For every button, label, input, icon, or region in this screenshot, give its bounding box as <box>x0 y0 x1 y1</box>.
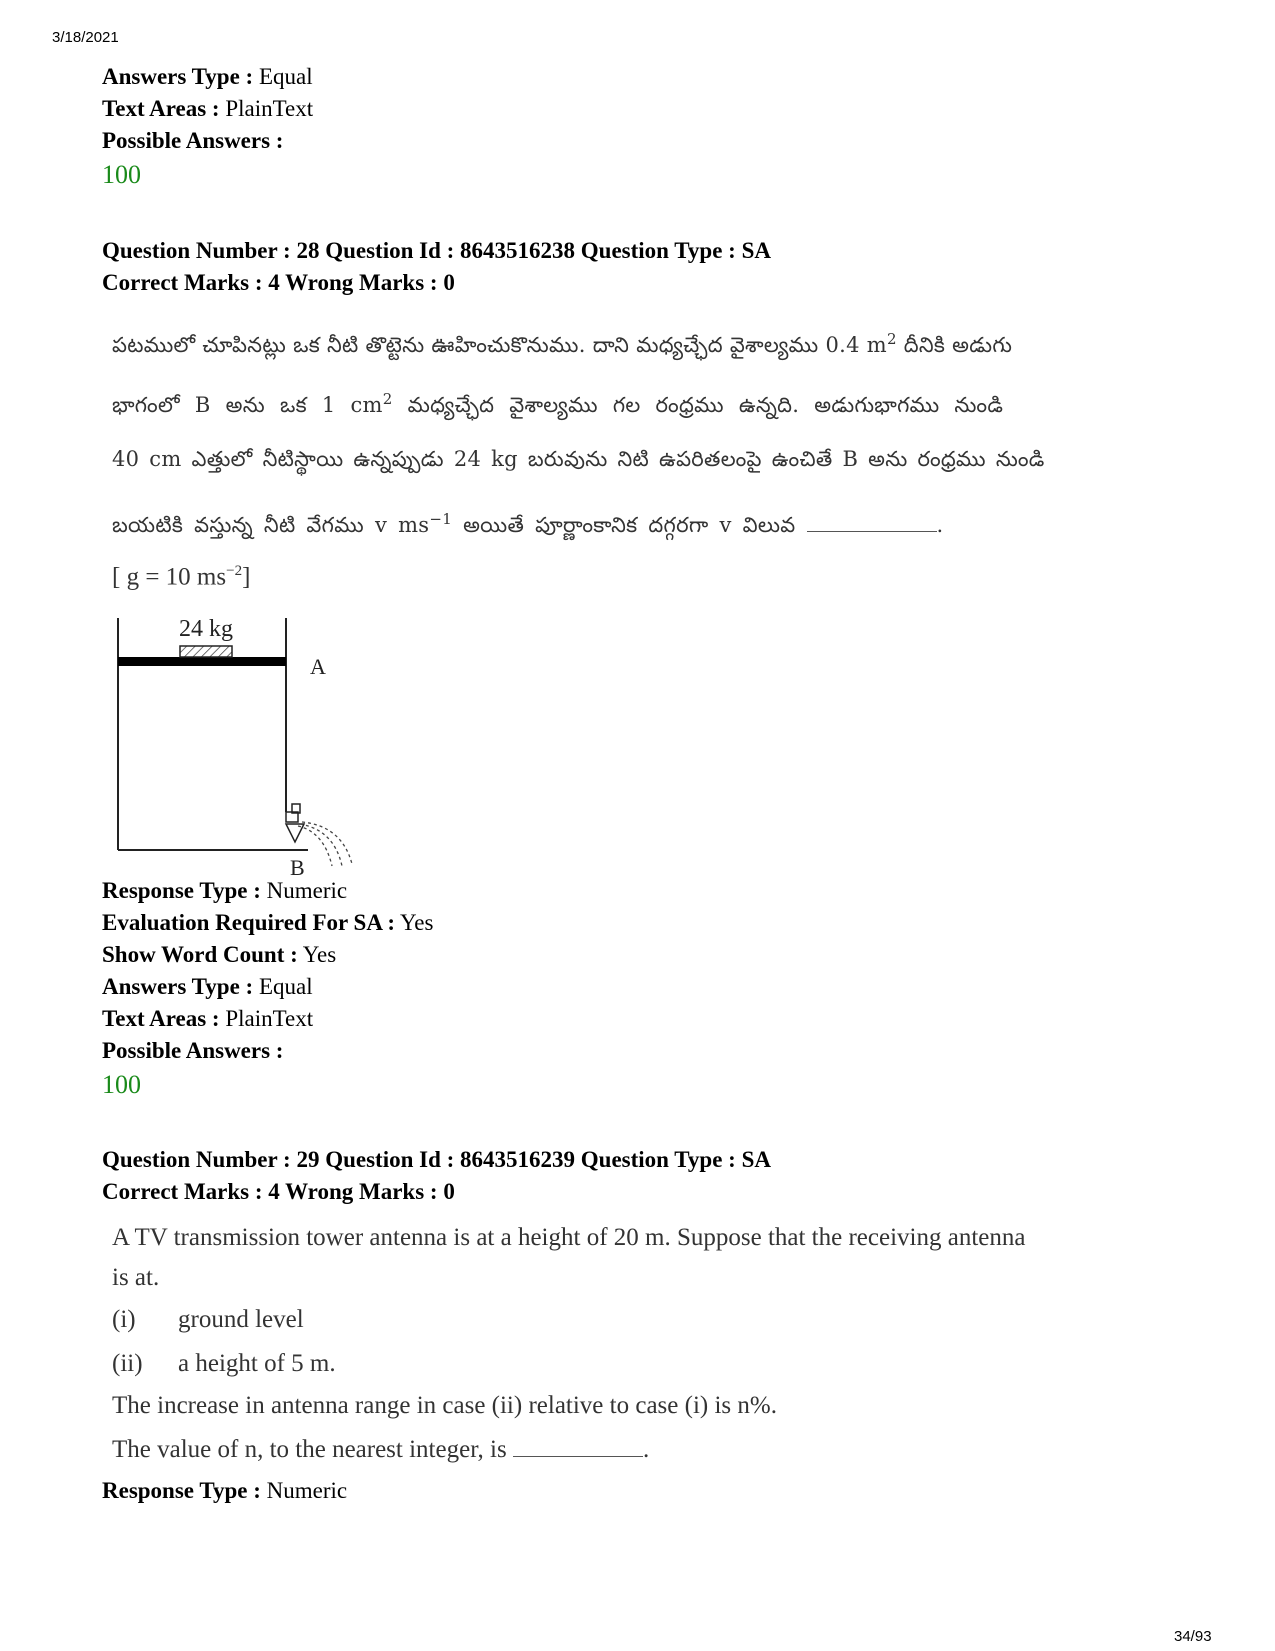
q28-l2a: భాగంలో B అను ఒక 1 cm <box>112 393 383 417</box>
print-date: 3/18/2021 <box>52 29 119 46</box>
q28-marks <box>102 268 455 298</box>
label-B: B <box>290 855 305 880</box>
q28-text-line-3: 40 cm ఎత్తులో నీటిస్థాయి ఉన్నప్పుడు 24 kg బరువును నిటి ఉపరితలంపై ఉంచితే B అను రంధ్రము నుండి <box>112 447 1045 471</box>
answers-type-value: Equal <box>258 974 313 999</box>
q29-option-ii-num: (ii) <box>112 1350 143 1377</box>
answer-blank <box>513 1436 643 1457</box>
response-type-row <box>102 1476 347 1506</box>
q28-g-sup: −2 <box>226 563 243 579</box>
label-A: A <box>310 654 326 679</box>
eval-required-row <box>102 908 433 938</box>
possible-answers-label: Possible Answers : <box>102 1038 284 1063</box>
q29-option-i-text: ground level <box>178 1306 304 1333</box>
possible-answers-row <box>102 126 283 156</box>
q28-l4sup: −1 <box>429 510 453 528</box>
q28-g-b: ] <box>242 563 251 591</box>
possible-answers-label: Possible Answers : <box>102 128 284 153</box>
text-areas-row <box>102 94 313 124</box>
q29-l6a: The value of n, to the nearest integer, is <box>112 1436 507 1463</box>
q29-text-line-6 <box>112 1434 649 1466</box>
text-areas-label: Text Areas : <box>102 96 220 121</box>
q29-header <box>102 1145 771 1175</box>
q28-l2b: మధ్యచ్ఛేద వైశాల్యము గల రంధ్రము ఉన్నది. అడుగుభాగము నుండి <box>392 393 1004 417</box>
q28-l4c: . <box>936 513 944 537</box>
q28-header-text: Question Number : 28 Question Id : 8643516238 Question Type : SA <box>102 238 771 263</box>
q29-marks-text: Correct Marks : 4 Wrong Marks : 0 <box>102 1179 455 1204</box>
response-type-label: Response Type : <box>102 878 261 903</box>
water-jet <box>298 822 352 866</box>
possible-answer-value: 100 <box>102 160 141 189</box>
q29-text-line-2: is at. <box>112 1264 160 1291</box>
word-count-label: Show Word Count : <box>102 942 298 967</box>
q29-text-line-5: The increase in antenna range in case (ii) relative to case (i) is n%. <box>112 1392 777 1419</box>
page-number: 34/93 <box>1174 1628 1212 1645</box>
text-areas-row <box>102 1004 313 1034</box>
q28-l1b: దీనికి అడుగు <box>896 333 1013 357</box>
q29-header-text: Question Number : 29 Question Id : 8643516239 Question Type : SA <box>102 1147 771 1172</box>
q28-text-line-2 <box>112 384 1003 420</box>
word-count-value: Yes <box>302 942 337 967</box>
text-areas-value: PlainText <box>225 1006 314 1031</box>
possible-answer-value: 100 <box>102 1070 141 1099</box>
q29-option-ii-text: a height of 5 m. <box>178 1350 336 1377</box>
tank-figure <box>112 610 372 910</box>
q28-text-line-4 <box>112 504 943 540</box>
eval-required-value: Yes <box>400 910 434 935</box>
q29-text-line-1: A TV transmission tower antenna is at a height of 20 m. Suppose that the receiving antenna <box>112 1224 1026 1251</box>
text-areas-value: PlainText <box>225 96 314 121</box>
answers-type-row <box>102 62 313 92</box>
q28-g-a: [ g = 10 ms <box>112 563 227 591</box>
q28-l2sup: 2 <box>382 390 393 408</box>
mass-label: 24 kg <box>179 616 233 642</box>
q29-l6b: . <box>642 1436 650 1463</box>
q28-l4a: బయటికి వస్తున్న నీటి వేగము v ms <box>112 513 430 537</box>
response-type-value: Numeric <box>266 878 348 903</box>
answers-type-label: Answers Type : <box>102 64 254 89</box>
text-areas-label: Text Areas : <box>102 1006 220 1031</box>
eval-required-label: Evaluation Required For SA : <box>102 910 396 935</box>
q29-option-i-num: (i) <box>112 1306 136 1333</box>
piston-plate <box>118 657 286 666</box>
response-type-label: Response Type : <box>102 1478 261 1503</box>
outlet-nozzle <box>286 804 304 842</box>
response-type-row <box>102 876 347 906</box>
q28-marks-text: Correct Marks : 4 Wrong Marks : 0 <box>102 270 455 295</box>
word-count-row <box>102 940 336 970</box>
q29-option-ii <box>112 1348 336 1380</box>
mass-block <box>180 646 232 657</box>
q28-l1sup: 2 <box>886 330 897 348</box>
q29-option-i <box>112 1304 304 1336</box>
answers-type-value: Equal <box>258 64 313 89</box>
q28-l1a: పటములో చూపినట్లు ఒక నీటి తొట్టెను ఊహించుకొనుము. దాని మధ్యచ్ఛేద వైశాల్యము 0.4 m <box>112 333 887 357</box>
q28-gravity <box>112 556 250 592</box>
answers-type-row <box>102 972 313 1002</box>
response-type-value: Numeric <box>266 1478 348 1503</box>
possible-answers-row <box>102 1036 283 1066</box>
q28-header <box>102 236 771 266</box>
q29-marks <box>102 1177 455 1207</box>
answers-type-label: Answers Type : <box>102 974 254 999</box>
answer-blank <box>807 511 937 532</box>
q28-l4b: అయితే పూర్ణాంకానిక దగ్గరగా v విలువ <box>452 513 796 537</box>
q28-text-line-1 <box>112 324 1012 360</box>
